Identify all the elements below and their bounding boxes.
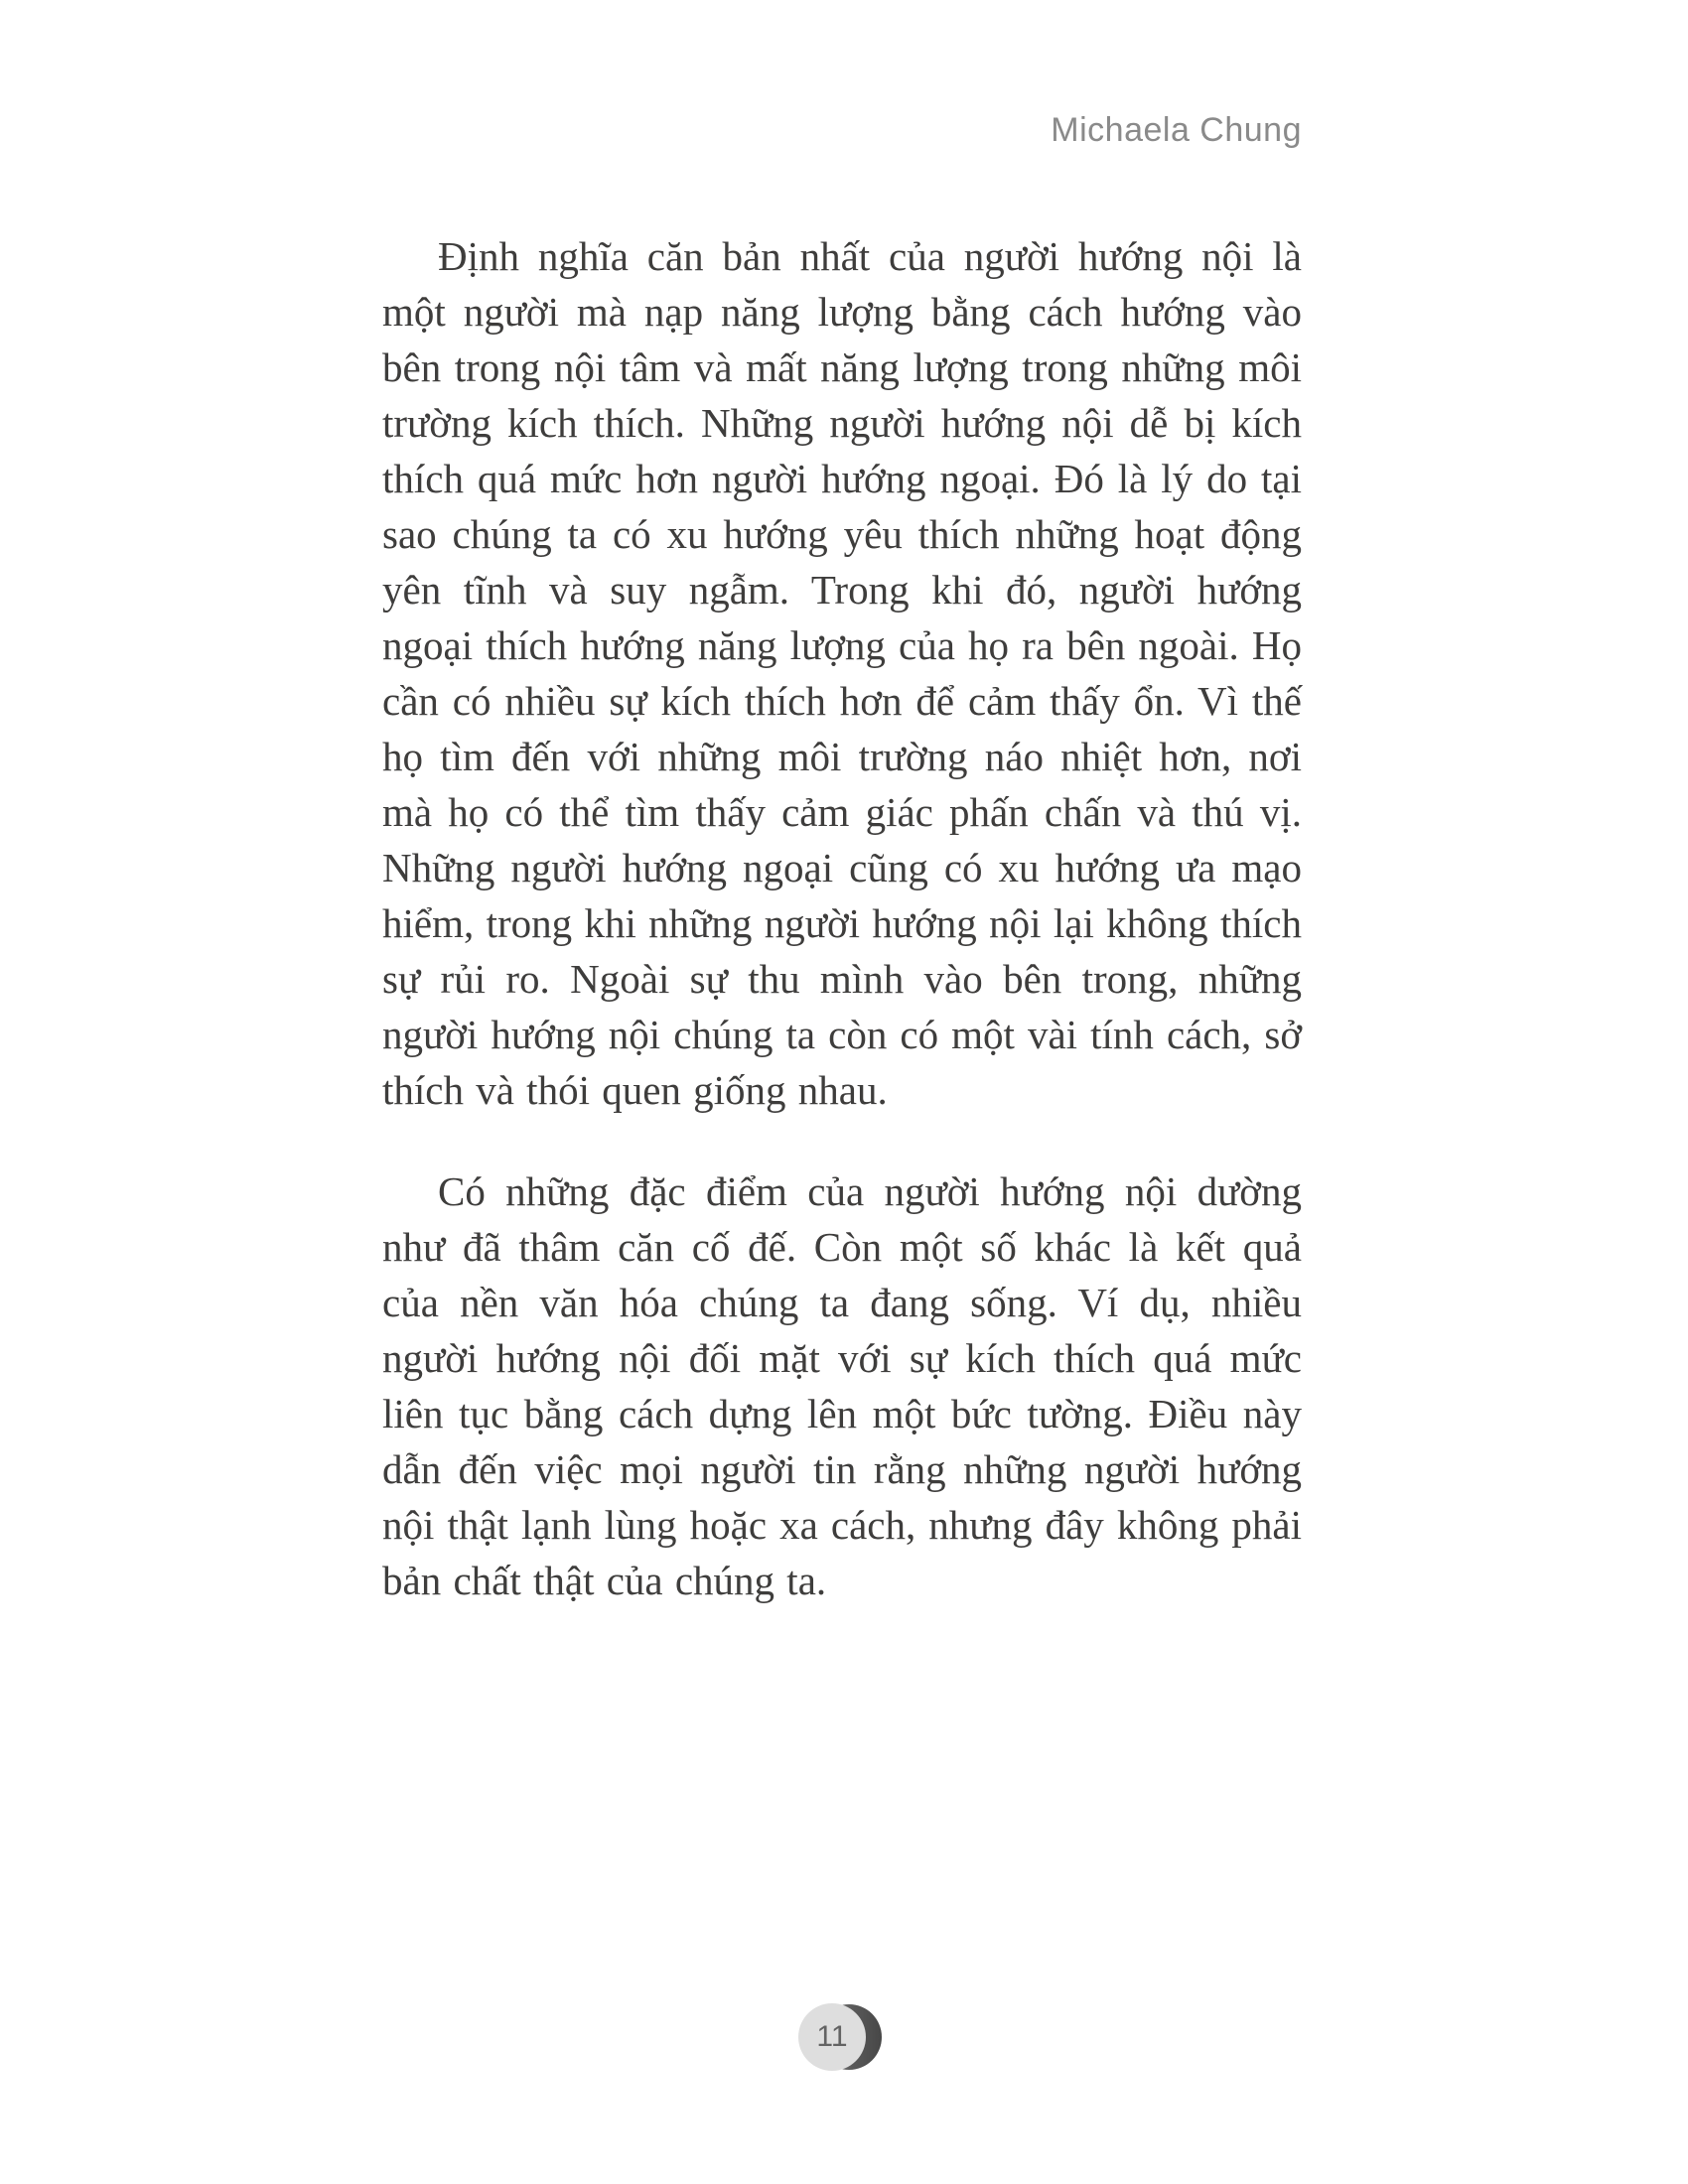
page-number-circle bbox=[798, 2003, 866, 2071]
page-footer bbox=[382, 2003, 1302, 2071]
author-name: Michaela Chung bbox=[1051, 111, 1302, 149]
paragraph-2: Có những đặc điểm của người hướng nội dường như đã thâm căn cố đế. Còn một số khác là kết quả của nền văn hóa chúng ta đang sống. Ví dụ, nhiều người hướng nội đối mặt với sự kích thích quá mức liên tục bằng cách dựng lên một bức tường. Điều này dẫn đến việc mọi người tin rằng những người hướng nội thật lạnh lùng hoặc xa cách, nhưng đây không phải bản chất thật của chúng ta. bbox=[382, 1168, 1302, 1603]
running-header bbox=[382, 111, 1302, 150]
page-body bbox=[382, 228, 1302, 1654]
page-number-badge bbox=[798, 2003, 886, 2071]
paragraph-1: Định nghĩa căn bản nhất của người hướng nội là một người mà nạp năng lượng bằng cách hướng vào bên trong nội tâm và mất năng lượng trong những môi trường kích thích. Những người hướng nội dễ bị kích thích quá mức hơn người hướng ngoại. Đó là lý do tại sao chúng ta có xu hướng yêu thích những hoạt động yên tĩnh và suy ngẫm. Trong khi đó, người hướng ngoại thích hướng năng lượng của họ ra bên ngoài. Họ cần có nhiều sự kích thích hơn để cảm thấy ổn. Vì thế họ tìm đến với những môi trường náo nhiệt hơn, nơi mà họ có thể tìm thấy cảm giác phấn chấn và thú vị. Những người hướng ngoại cũng có xu hướng ưa mạo hiểm, trong khi những người hướng nội lại không thích sự rủi ro. Ngoài sự thu mình vào bên trong, những người hướng nội chúng ta còn có một vài tính cách, sở thích và thói quen giống nhau. bbox=[382, 233, 1302, 1113]
page-number: 11 bbox=[816, 2020, 848, 2053]
